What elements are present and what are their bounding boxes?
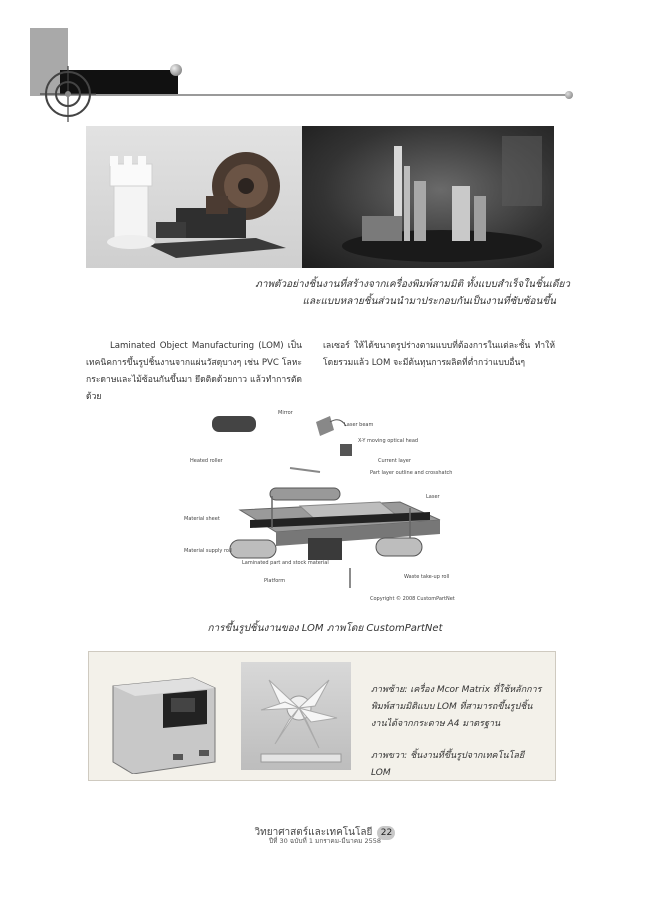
refinery-model-photo-icon bbox=[302, 126, 554, 268]
diagram-label-platform: Platform bbox=[264, 578, 286, 584]
photo-caption-line2: และแบบหลายชิ้นส่วนนำมาประกอบกันเป็นงานที่ซับซ้อนขึ้น bbox=[302, 296, 556, 307]
diagram-label-laminated-part: Laminated part and stock material bbox=[242, 560, 329, 566]
header-rule bbox=[60, 94, 570, 96]
body-right-column: เลเซอร์ ให้ได้ขนาดรูปร่างตามแบบที่ต้องการในแต่ละชั้น ทำให้โดยรวมแล้ว LOM จะมีต้นทุนการผลิตที่ต่ำกว่าแบบอื่นๆ bbox=[323, 341, 555, 368]
diagram-label-waste-takeup: Waste take-up roll bbox=[404, 574, 450, 580]
box-text-right-photo: ภาพขวา: ชิ้นงานที่ขึ้นรูปจากเทคโนโลยี LOM bbox=[371, 751, 525, 778]
lom-part-photo bbox=[241, 662, 351, 770]
page-number: 22 bbox=[377, 826, 395, 840]
lom-turbine-part-photo-icon bbox=[241, 662, 351, 770]
body-left-column: Laminated Object Manufacturing (LOM) เป็นเทคนิคการขึ้นรูปชิ้นงานจากแผ่นวัสดุบางๆ เช่น PVC โลหะ กระดาษและไม้ซ้อนกันขึ้นมา ยึดติดด้วยกาว แล้วทำการตัดด้วย bbox=[86, 341, 302, 402]
header-dot-icon bbox=[170, 64, 182, 76]
lom-diagram bbox=[180, 408, 470, 608]
photo-caption-line1: ภาพตัวอย่างชิ้นงานที่สร้างจากเครื่องพิมพ์สามมิติ ทั้งแบบสำเร็จในชิ้นเดียว bbox=[255, 279, 570, 290]
diagram-label-laser: Laser bbox=[426, 494, 440, 500]
footer-title: วิทยาศาสตร์และเทคโนโลยี bbox=[254, 827, 373, 838]
diagram-copyright: Copyright © 2008 CustomPartNet bbox=[370, 596, 455, 602]
footer-issue: ปีที่ 30 ฉบับที่ 1 มกราคม-มีนาคม 2558 bbox=[268, 837, 381, 845]
diagram-label-xy-optical-head: X-Y moving optical head bbox=[358, 438, 419, 444]
diagram-label-current-layer: Current layer bbox=[378, 458, 411, 464]
diagram-label-heated-roller: Heated roller bbox=[190, 458, 223, 464]
diagram-label-laser-beam: Laser beam bbox=[344, 422, 374, 428]
diagram-label-material-sheet: Material sheet bbox=[184, 516, 220, 522]
diagram-label-part-block: Part layer outline and crosshatch bbox=[370, 470, 453, 476]
diagram-label-mirror: Mirror bbox=[278, 410, 293, 416]
crosshair-icon bbox=[40, 66, 96, 122]
mcor-info-box bbox=[88, 651, 556, 781]
mcor-matrix-printer-photo-icon bbox=[103, 674, 219, 774]
refinery-photo bbox=[302, 126, 554, 268]
printed-models-photo bbox=[86, 126, 302, 268]
box-text-left-photo: ภาพซ้าย: เครื่อง Mcor Matrix ที่ใช้หลักการพิมพ์สามมิติแบบ LOM ที่สามารถขึ้นรูปชิ้นงานได้จากกระดาษ A4 มาตรฐาน bbox=[371, 685, 542, 729]
header-dot-icon bbox=[565, 91, 573, 99]
diagram-label-material-supply: Material supply roll bbox=[184, 548, 232, 554]
diagram-caption: การขึ้นรูปชิ้นงานของ LOM ภาพโดย CustomPartNet bbox=[207, 623, 443, 634]
3d-printed-models-photo-icon bbox=[86, 126, 302, 268]
